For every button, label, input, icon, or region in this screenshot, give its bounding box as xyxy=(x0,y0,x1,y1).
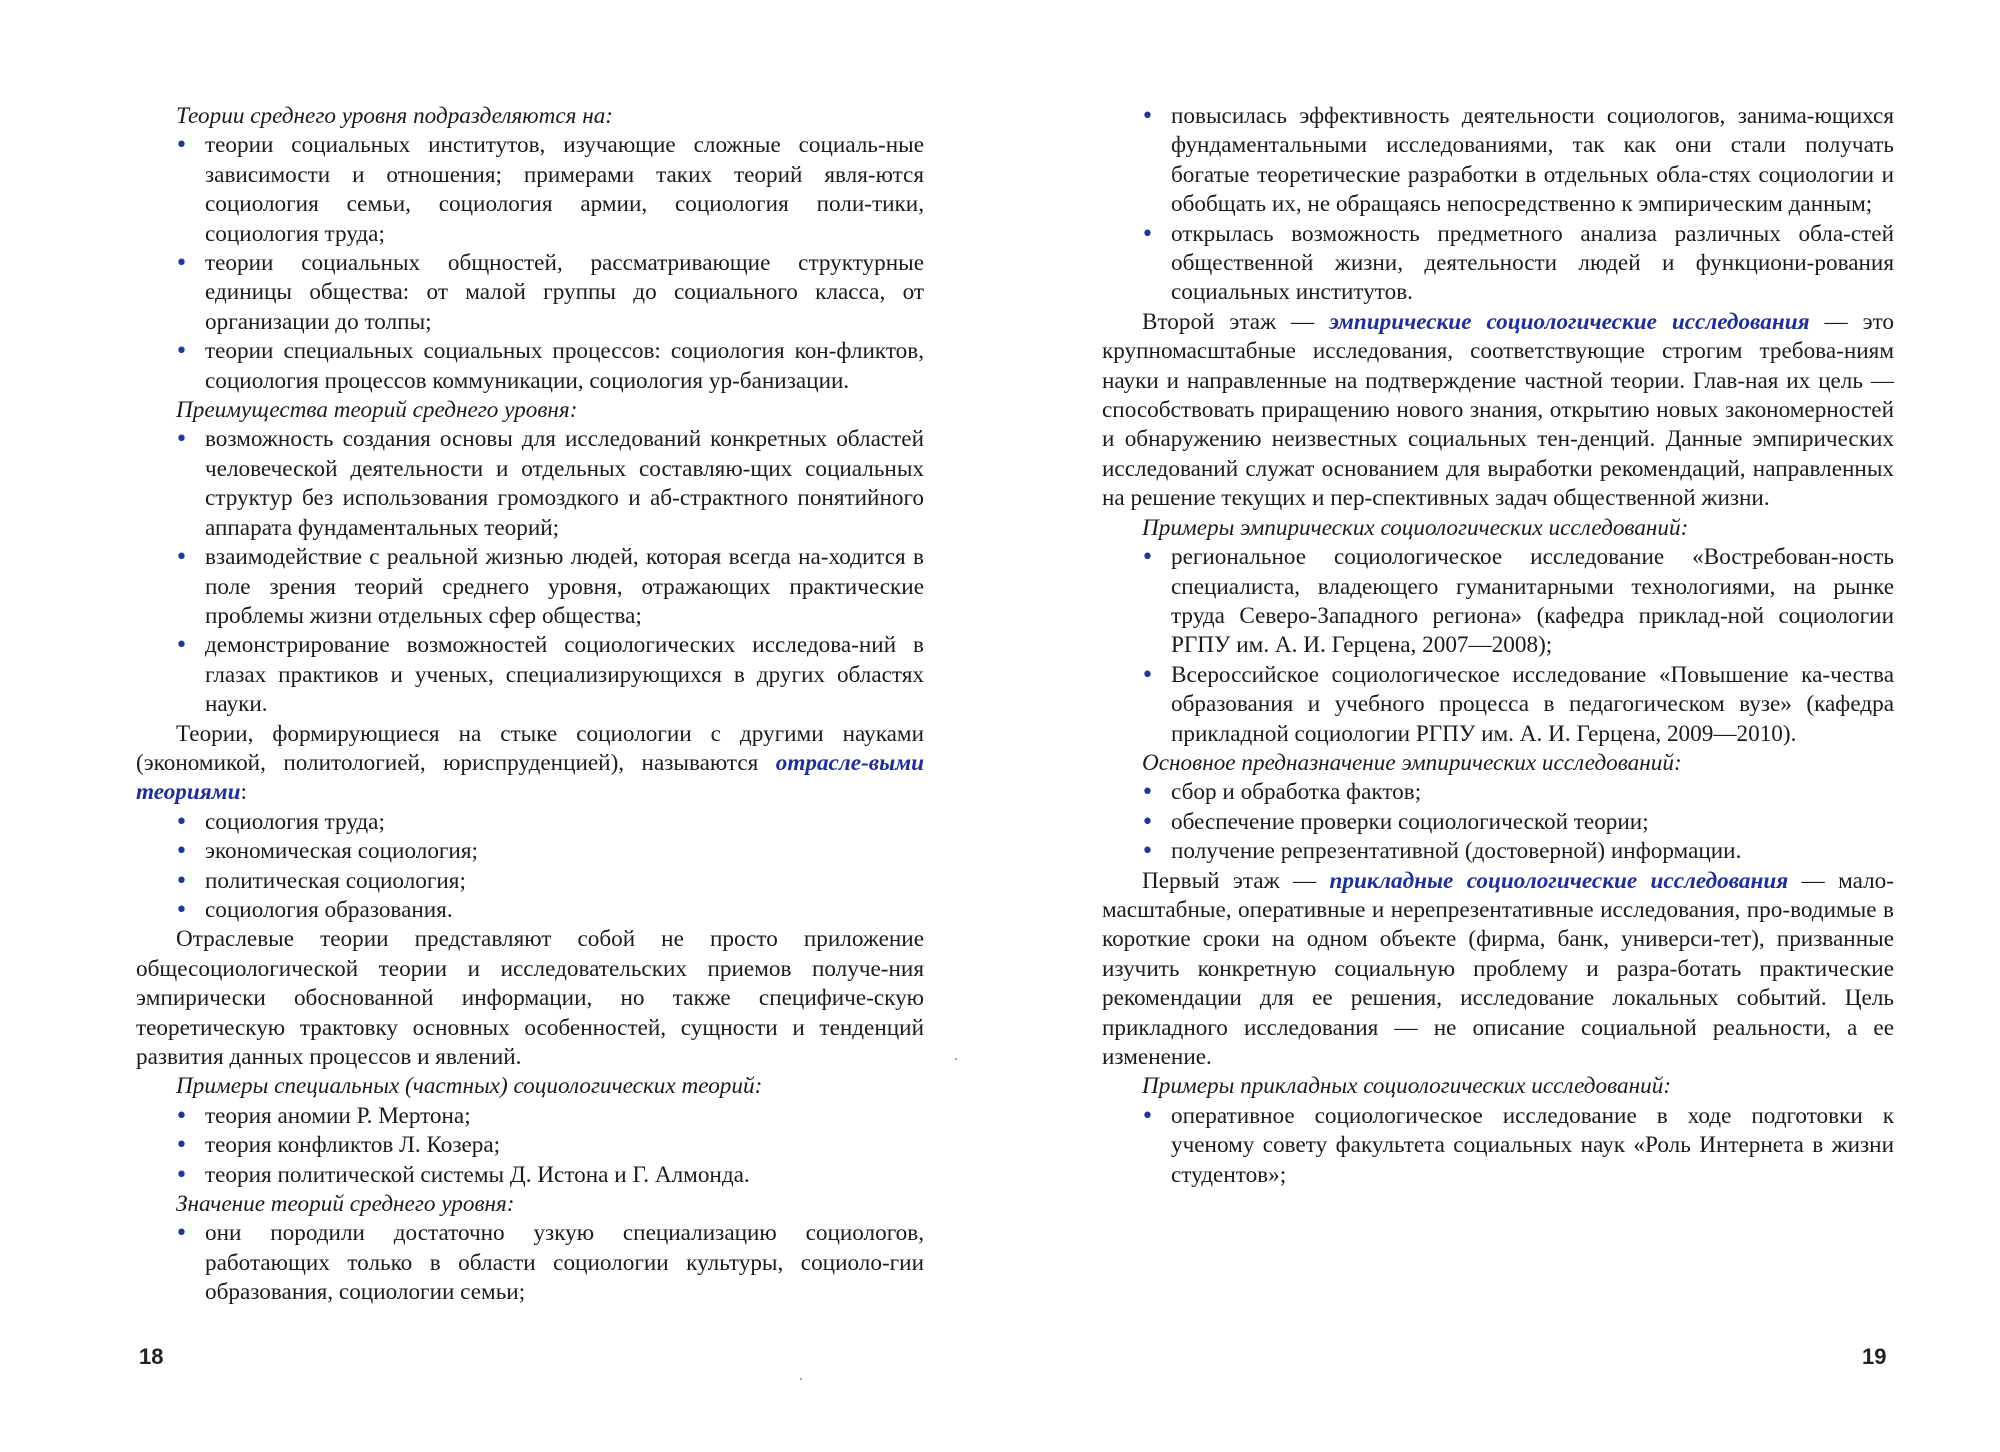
list-item: • теория политической системы Д. Истона и Г. Алмонда. xyxy=(205,1161,924,1190)
list-item: • теория аномии Р. Мертона; xyxy=(205,1102,924,1131)
list-item: • оперативное социологическое исследование в ходе подготовки к ученому совету факультета социальных наук «Роль Интернета в жизни студентов»; xyxy=(1171,1102,1894,1190)
list-item: • экономическая социология; xyxy=(205,837,924,866)
term-applied-research: прикладные социологические исследования xyxy=(1329,867,1789,894)
list-item: • социология образования. xyxy=(205,896,924,925)
heading-significance: Значение теорий среднего уровня: xyxy=(176,1191,515,1218)
list-special-theories-examples xyxy=(136,1102,924,1190)
list-item: • повысилась эффективность деятельности социологов, занима-ющихся фундаментальными исследованиями, так как они стали получать богатые теоретические разработки в отдельных обла-стях социологии и обобщать их, не обращаясь непосредственно к эмпирическим данным; xyxy=(1171,102,1894,220)
scan-speck xyxy=(800,1378,802,1380)
list-item: • возможность создания основы для исследований конкретных областей человеческой деятельности и отдельных составляю-щих социальных структур без использования громоздкого и аб-страктного понятийного аппарата фундаментальных теорий; xyxy=(205,425,924,543)
list-middle-range-types xyxy=(136,131,924,396)
heading-advantages: Преимущества теорий среднего уровня: xyxy=(176,397,578,424)
paragraph-branch-theories: Теории, формирующиеся на стыке социологии с другими науками (экономикой, политологией, юриспруденцией), называются отрасле-выми теориями: xyxy=(136,720,924,806)
list-empirical-purpose xyxy=(1102,778,1894,866)
list-item: • теории социальных институтов, изучающие сложные социаль-ные зависимости и отношения; примерами таких теорий явля-ются социология семьи, социология армии, социология поли-тики, социология труда; xyxy=(205,131,924,249)
paragraph-second-floor: Второй этаж — эмпирические социологические исследования — это крупномасштабные исследования, соответствующие строгим требова-ниям науки и направленные на подтверждение частной теории. Глав-ная их цель — способствовать приращению нового знания, открытию новых закономерностей и обнаружению неизвестных социальных тен-денций. Данные эмпирических исследований служат основанием для выработки рекомендаций, направленных на решение текущих и пер-спективных задач общественной жизни. xyxy=(1102,308,1895,512)
heading-empirical-purpose: Основное предназначение эмпирических исследований: xyxy=(1142,749,1682,776)
scan-speck xyxy=(955,1058,957,1060)
list-item: • теории специальных социальных процессов: социология кон-фликтов, социология процессов коммуникации, социология ур-банизации. xyxy=(205,337,924,396)
list-item: • региональное социологическое исследование «Востребован-ность специалиста, владеющего гуманитарными технологиями, на рынке труда Северо-Западного региона» (кафедра приклад-ной социологии РГПУ им. А. И. Герцена, 2007—2008); xyxy=(1171,543,1894,661)
list-branch-theories xyxy=(136,808,924,926)
list-item: • теория конфликтов Л. Козера; xyxy=(205,1131,924,1160)
heading-middle-range-types: Теории среднего уровня подразделяются на: xyxy=(176,103,614,129)
page-number-right: 19 xyxy=(1862,1344,1887,1369)
heading-special-theories-examples: Примеры специальных (частных) социологических теорий: xyxy=(176,1073,763,1100)
heading-applied-examples: Примеры прикладных социологических исследований: xyxy=(1142,1073,1672,1100)
list-item: • они породили достаточно узкую специализацию социологов, работающих только в области социологии культуры, социоло-гии образования, социологии семьи; xyxy=(205,1219,924,1307)
list-item: • получение репрезентативной (достоверной) информации. xyxy=(1171,837,1894,866)
heading-empirical-examples: Примеры эмпирических социологических исследований: xyxy=(1142,514,1689,541)
list-item: • обеспечение проверки социологической теории; xyxy=(1171,808,1894,837)
term-empirical-research: эмпирические социологические исследования xyxy=(1329,308,1810,335)
paragraph-branch-theories-desc: Отраслевые теории представляют собой не просто приложение общесоциологической теории и исследовательских приемов получе-ния эмпирически обоснованной информации, но также специфиче-скую теоретическую трактовку основных особенностей, сущности и тенденций развития данных процессов и явлений. xyxy=(136,926,924,1070)
list-applied-examples xyxy=(1102,1102,1894,1190)
term-branch-theories: отрасле-выми теориями xyxy=(136,749,924,806)
list-item: • сбор и обработка фактов; xyxy=(1171,778,1894,807)
list-advantages xyxy=(136,425,924,719)
list-empirical-examples xyxy=(1102,543,1894,749)
page-number-left: 18 xyxy=(139,1344,164,1369)
list-significance-continued xyxy=(1102,102,1894,308)
list-item: • демонстрирование возможностей социологических исследова-ний в глазах практиков и ученых, специализирующихся в других областях науки. xyxy=(205,631,924,719)
list-item: • открылась возможность предметного анализа различных обла-стей общественной жизни, деятельности людей и функциони-рования социальных институтов. xyxy=(1171,220,1894,308)
list-item: • взаимодействие с реальной жизнью людей, которая всегда на-ходится в поле зрения теорий среднего уровня, отражающих практические проблемы жизни отдельных сфер общества; xyxy=(205,543,924,631)
list-item: • политическая социология; xyxy=(205,867,924,896)
list-significance xyxy=(136,1219,924,1307)
paragraph-first-floor: Первый этаж — прикладные социологические исследования — мало-масштабные, оперативные и нерепрезентативные исследования, про-водимые в короткие сроки на одном объекте (фирма, банк, универси-тет), призванные изучить конкретную социальную проблему и разра-ботать практические рекомендации для ее решения, исследование локальных событий. Цель прикладного исследования — не описание социальной реальности, а ее изменение. xyxy=(1102,867,1894,1070)
list-item: • Всероссийское социологическое исследование «Повышение ка-чества образования и учебного процесса в педагогическом вузе» (кафедра прикладной социологии РГПУ им. А. И. Герцена, 2009—2010). xyxy=(1171,661,1894,749)
list-item: • теории социальных общностей, рассматривающие структурные единицы общества: от малой группы до социального класса, от организации до толпы; xyxy=(205,249,924,337)
left-page xyxy=(136,102,924,1308)
right-page xyxy=(1102,102,1894,1190)
list-item: • социология труда; xyxy=(205,808,924,837)
